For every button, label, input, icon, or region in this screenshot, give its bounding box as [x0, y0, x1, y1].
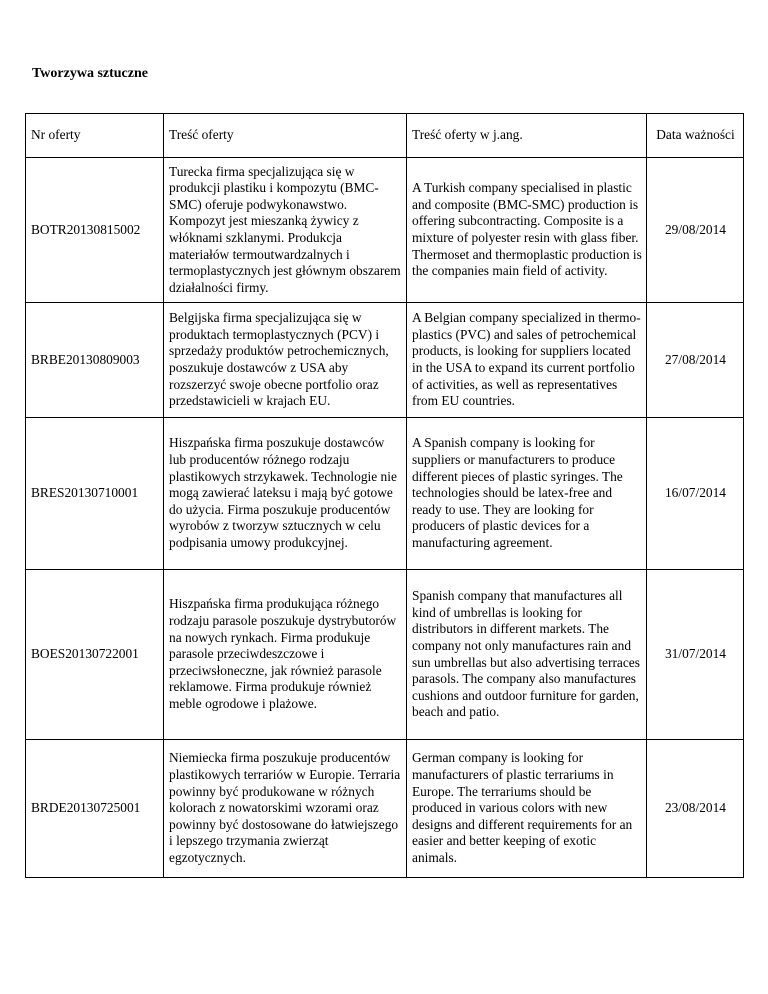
offers-table	[25, 113, 744, 878]
page-title: Tworzywa sztuczne	[32, 66, 148, 81]
offer-number: BOES20130722001	[26, 570, 164, 740]
offer-number: BRBE20130809003	[26, 303, 164, 418]
offer-content-en: A Turkish company specialised in plastic and composite (BMC-SMC) production is offering subcontracting. Composite is a mixture of polyester resin with glass fiber. Thermoset and thermoplastic production is the companies main field of activity.	[407, 158, 647, 303]
offer-content-en: German company is looking for manufacturers of plastic terrariums in Europe. The terrariums should be produced in various colors with new designs and different requirements for an easier and better keeping of exotic animals.	[407, 740, 647, 878]
offer-number: BRES20130710001	[26, 418, 164, 570]
offer-content-pl: Niemiecka firma poszukuje producentów plastikowych terrariów w Europie. Terraria powinny być produkowane w różnych kolorach z nowatorskimi wzorami oraz powinny być dostosowane do łatwiejszego i lepszego trzymania zwierząt egzotycznych.	[164, 740, 407, 878]
table-row	[26, 570, 744, 740]
offer-content-pl: Hiszpańska firma produkująca różnego rodzaju parasole poszukuje dystrybutorów na nowych rynkach. Firma produkuje parasole przeciwdeszczowe i przeciwsłoneczne, jak również parasole reklamowe. Firma produkuje również meble ogrodowe i plażowe.	[164, 570, 407, 740]
header-expiry-date: Data ważności	[647, 114, 744, 158]
expiry-date: 31/07/2014	[647, 570, 744, 740]
table-row	[26, 303, 744, 418]
offer-number: BRDE20130725001	[26, 740, 164, 878]
offer-number: BOTR20130815002	[26, 158, 164, 303]
offer-content-pl: Hiszpańska firma poszukuje dostawców lub producentów różnego rodzaju plastikowych strzykawek. Technologie nie mogą zawierać lateksu i mają być gotowe do użycia. Firma poszukuje producentów wyrobów z tworzyw sztucznych w celu podpisania umowy produkcyjnej.	[164, 418, 407, 570]
expiry-date: 29/08/2014	[647, 158, 744, 303]
header-offer-number: Nr oferty	[26, 114, 164, 158]
table-row	[26, 740, 744, 878]
offer-content-pl: Turecka firma specjalizująca się w produkcji plastiku i kompozytu (BMC-SMC) oferuje podwykonawstwo. Kompozyt jest mieszanką żywicy z włóknami szklanymi. Produkcja materiałów termoutwardzalnych i termoplastycznych jest głównym obszarem działalności firmy.	[164, 158, 407, 303]
header-offer-content-en: Treść oferty w j.ang.	[407, 114, 647, 158]
expiry-date: 16/07/2014	[647, 418, 744, 570]
offer-content-en: A Belgian company specialized in thermo-plastics (PVC) and sales of petrochemical products, is looking for suppliers located in the USA to expand its current portfolio of activities, as well as representatives from EU countries.	[407, 303, 647, 418]
expiry-date: 23/08/2014	[647, 740, 744, 878]
table-row	[26, 158, 744, 303]
table-row	[26, 418, 744, 570]
offer-content-en: Spanish company that manufactures all kind of umbrellas is looking for distributors in different markets. The company not only manufactures rain and sun umbrellas but also advertising terraces parasols. The company also manufactures cushions and outdoor furniture for garden, beach and patio.	[407, 570, 647, 740]
offer-content-pl: Belgijska firma specjalizująca się w produktach termoplastycznych (PCV) i sprzedaży produktów petrochemicznych, poszukuje dostawców z USA aby rozszerzyć swoje obecne portfolio oraz przedstawicieli w krajach EU.	[164, 303, 407, 418]
table-header-row	[26, 114, 744, 158]
header-offer-content-pl: Treść oferty	[164, 114, 407, 158]
expiry-date: 27/08/2014	[647, 303, 744, 418]
offer-content-en: A Spanish company is looking for suppliers or manufacturers to produce different pieces of plastic syringes. The technologies should be latex-free and ready to use. They are looking for producers of plastic devices for a manufacturing agreement.	[407, 418, 647, 570]
